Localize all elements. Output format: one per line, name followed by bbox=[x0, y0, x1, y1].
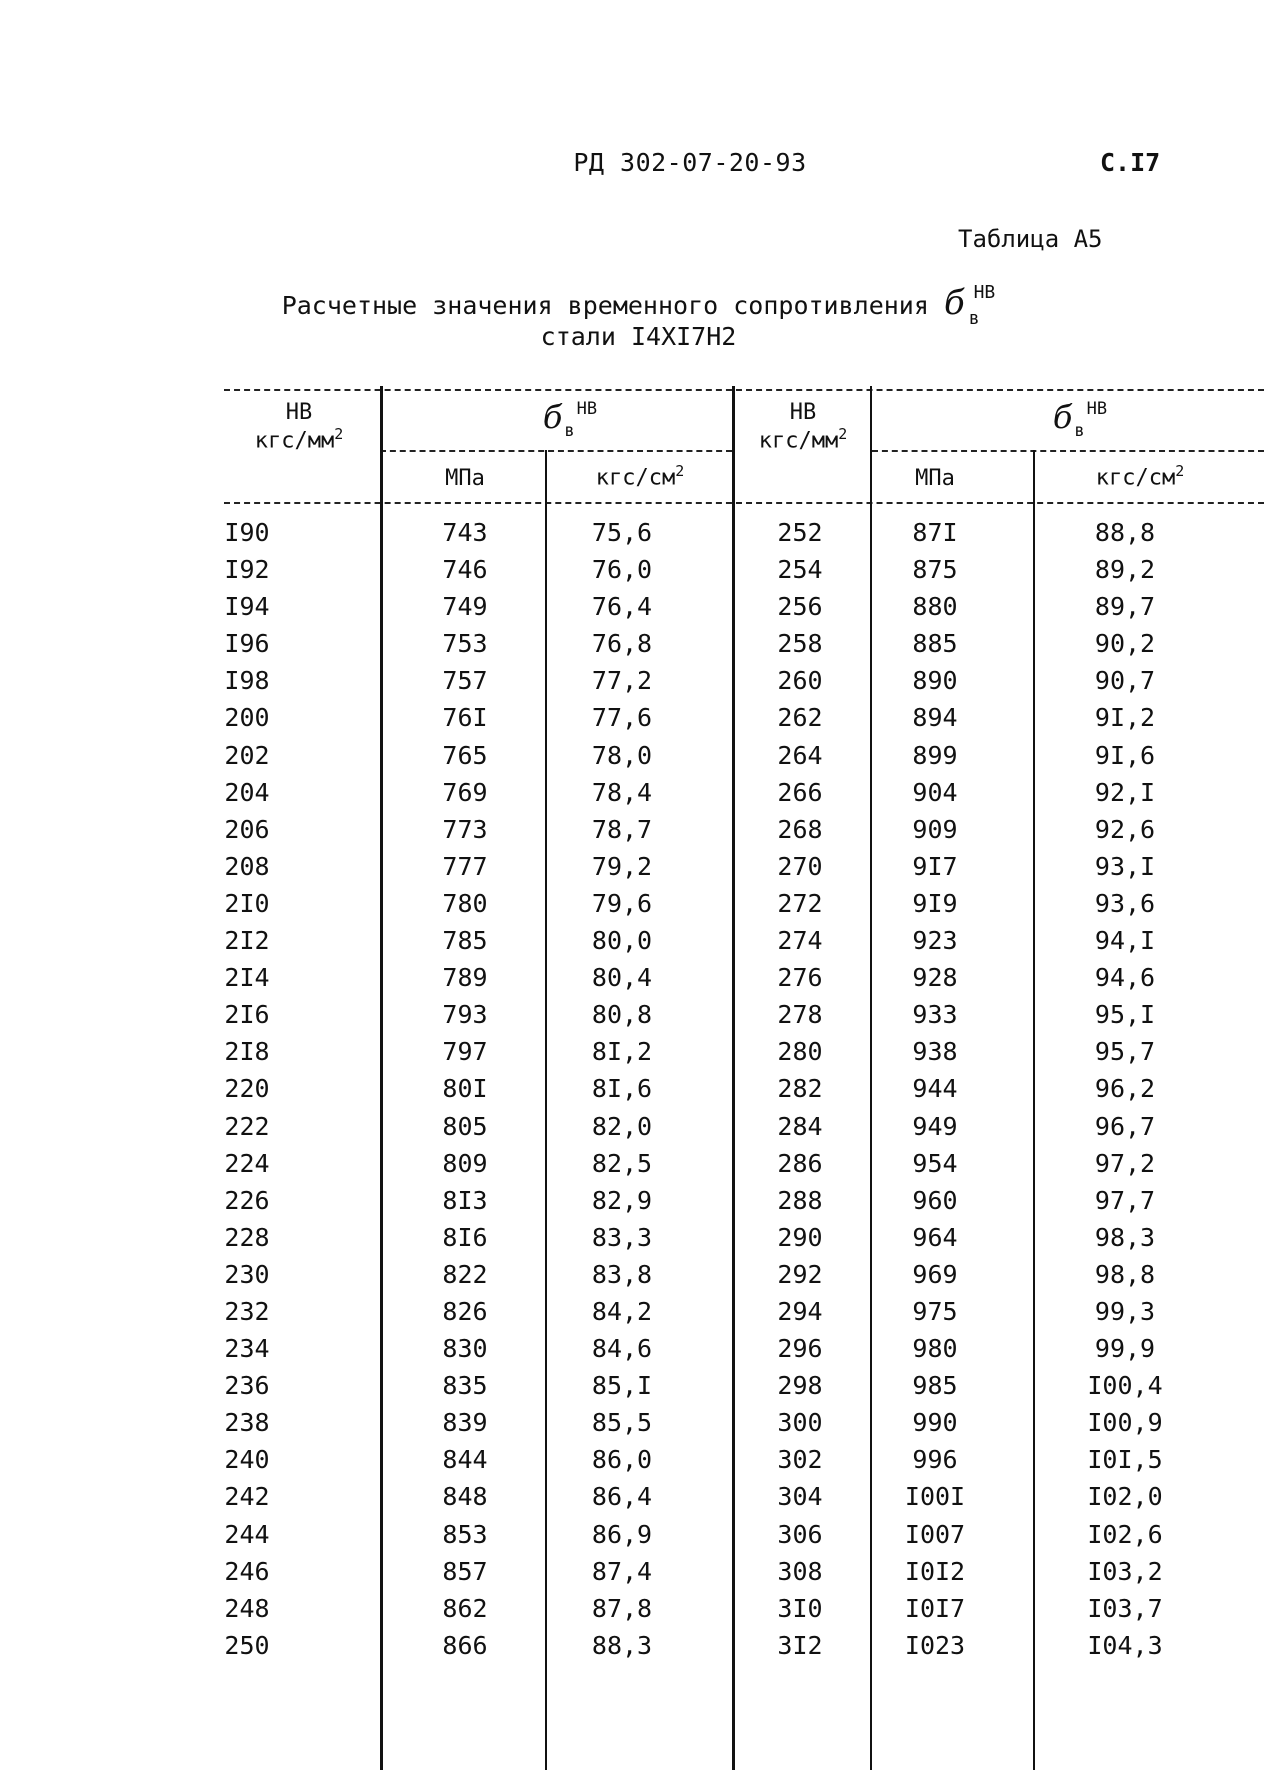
table-row bbox=[0, 1074, 1277, 1111]
hb-value: 3I2 bbox=[777, 1630, 823, 1660]
hb-value: 258 bbox=[777, 629, 823, 659]
mpa-header-left: МПа bbox=[445, 466, 485, 491]
mpa-value: 805 bbox=[442, 1111, 488, 1141]
table-row bbox=[0, 1482, 1277, 1519]
mpa-value: 765 bbox=[442, 740, 488, 770]
hb-value: 284 bbox=[777, 1111, 823, 1141]
kgf-value: 82,9 bbox=[591, 1185, 653, 1215]
mpa-value: 990 bbox=[912, 1408, 958, 1438]
hb-value: 294 bbox=[777, 1296, 823, 1326]
hb-value: 298 bbox=[777, 1371, 823, 1401]
mpa-value: 975 bbox=[912, 1296, 958, 1326]
table-row bbox=[0, 1371, 1277, 1408]
mpa-value: 933 bbox=[912, 1000, 958, 1030]
hb-value: I96 bbox=[224, 629, 270, 659]
hb-value: I92 bbox=[224, 555, 270, 585]
mpa-value: 8I3 bbox=[442, 1185, 488, 1215]
hb-value: 276 bbox=[777, 963, 823, 993]
document-code: РД 302-07-20-93 bbox=[573, 148, 807, 177]
kgf-value: I04,3 bbox=[1087, 1630, 1163, 1660]
mpa-value: 743 bbox=[442, 518, 488, 547]
kgf-value: 78,4 bbox=[591, 777, 653, 807]
mpa-value: 839 bbox=[442, 1408, 488, 1438]
table-row bbox=[0, 1408, 1277, 1445]
kgf-value: 80,4 bbox=[591, 963, 653, 993]
kgf-value: 8I,2 bbox=[591, 1037, 653, 1067]
table-row bbox=[0, 963, 1277, 1000]
hb-value: 222 bbox=[224, 1111, 270, 1141]
mpa-value: 954 bbox=[912, 1148, 958, 1178]
table-row bbox=[0, 1037, 1277, 1074]
hb-value: 242 bbox=[224, 1482, 270, 1512]
table-row bbox=[0, 703, 1277, 740]
hb-value: 244 bbox=[224, 1519, 270, 1549]
mpa-value: 899 bbox=[912, 740, 958, 770]
kgf-value: 87,4 bbox=[591, 1556, 653, 1586]
kgf-value: 76,0 bbox=[591, 555, 653, 585]
kgf-value: 93,I bbox=[1094, 851, 1156, 881]
table-row bbox=[0, 629, 1277, 666]
table-row bbox=[0, 1149, 1277, 1186]
mpa-value: 780 bbox=[442, 888, 488, 918]
mpa-value: 866 bbox=[442, 1630, 488, 1660]
mpa-value: 890 bbox=[912, 666, 958, 696]
hb-value: 224 bbox=[224, 1148, 270, 1178]
sigma-symbol: б bbox=[943, 283, 965, 323]
hb-value: 230 bbox=[224, 1259, 270, 1289]
kgf-value: 8I,6 bbox=[591, 1074, 653, 1104]
table-row bbox=[0, 1186, 1277, 1223]
hb-value: 272 bbox=[777, 888, 823, 918]
mpa-value: 830 bbox=[442, 1334, 488, 1364]
mpa-value: 785 bbox=[442, 926, 488, 956]
page-number: С.I7 bbox=[1100, 148, 1161, 177]
hb-value: 270 bbox=[777, 851, 823, 881]
hb-value: 246 bbox=[224, 1556, 270, 1586]
hb-value: 254 bbox=[777, 555, 823, 585]
hb-value: 206 bbox=[224, 814, 270, 844]
kgf-value: 88,8 bbox=[1094, 518, 1156, 547]
kgf-value: 80,8 bbox=[591, 1000, 653, 1030]
hb-value: 290 bbox=[777, 1222, 823, 1252]
table-row bbox=[0, 518, 1277, 555]
kgf-value: 96,7 bbox=[1094, 1111, 1156, 1141]
mpa-value: 749 bbox=[442, 592, 488, 622]
mpa-value: 980 bbox=[912, 1334, 958, 1364]
kgf-value: 82,0 bbox=[591, 1111, 653, 1141]
hb-value: 240 bbox=[224, 1445, 270, 1475]
kgf-value: 76,8 bbox=[591, 629, 653, 659]
mpa-value: I007 bbox=[904, 1519, 966, 1549]
kgf-value: 79,6 bbox=[591, 888, 653, 918]
hb-value: 226 bbox=[224, 1185, 270, 1215]
mpa-value: 949 bbox=[912, 1111, 958, 1141]
kgf-value: 96,2 bbox=[1094, 1074, 1156, 1104]
table-row bbox=[0, 815, 1277, 852]
hb-value: 252 bbox=[777, 518, 823, 547]
kgf-value: 79,2 bbox=[591, 851, 653, 881]
mpa-value: 969 bbox=[912, 1259, 958, 1289]
table-row bbox=[0, 778, 1277, 815]
mpa-header-right: МПа bbox=[915, 466, 955, 491]
kgf-value: I03,7 bbox=[1087, 1593, 1163, 1623]
hb-value: 278 bbox=[777, 1000, 823, 1030]
hb-value: 2I4 bbox=[224, 963, 270, 993]
kgf-value: 80,0 bbox=[591, 926, 653, 956]
kgf-value: 77,2 bbox=[591, 666, 653, 696]
mpa-value: 822 bbox=[442, 1259, 488, 1289]
hb-value: 232 bbox=[224, 1296, 270, 1326]
mpa-value: 757 bbox=[442, 666, 488, 696]
hb-value: 280 bbox=[777, 1037, 823, 1067]
kgf-value: 86,4 bbox=[591, 1482, 653, 1512]
header-divider-left bbox=[380, 450, 732, 452]
hb-value: 282 bbox=[777, 1074, 823, 1104]
kgf-value: 88,3 bbox=[591, 1630, 653, 1660]
mpa-value: 985 bbox=[912, 1371, 958, 1401]
header-divider-right bbox=[872, 450, 1264, 452]
table-row bbox=[0, 555, 1277, 592]
mpa-value: 923 bbox=[912, 926, 958, 956]
table-body bbox=[0, 518, 1277, 1668]
kgf-value: 83,8 bbox=[591, 1259, 653, 1289]
mpa-value: 753 bbox=[442, 629, 488, 659]
kgf-value: 95,I bbox=[1094, 1000, 1156, 1030]
mpa-value: 862 bbox=[442, 1593, 488, 1623]
table-row bbox=[0, 1112, 1277, 1149]
kgf-value: 84,6 bbox=[591, 1334, 653, 1364]
hb-value: 220 bbox=[224, 1074, 270, 1104]
hb-value: 264 bbox=[777, 740, 823, 770]
mpa-value: 8I6 bbox=[442, 1222, 488, 1252]
table-row bbox=[0, 926, 1277, 963]
mpa-value: 938 bbox=[912, 1037, 958, 1067]
mpa-value: 9I9 bbox=[912, 888, 958, 918]
kgf-value: 77,6 bbox=[591, 703, 653, 733]
hb-value: 288 bbox=[777, 1185, 823, 1215]
table-row bbox=[0, 1445, 1277, 1482]
table-caption bbox=[0, 282, 1277, 329]
kgf-value: 97,7 bbox=[1094, 1185, 1156, 1215]
kgf-value: 90,2 bbox=[1094, 629, 1156, 659]
kgf-value: 85,5 bbox=[591, 1408, 653, 1438]
kgf-value: 99,9 bbox=[1094, 1334, 1156, 1364]
mpa-value: 80I bbox=[442, 1074, 488, 1104]
table-row bbox=[0, 1594, 1277, 1631]
hb-value: 234 bbox=[224, 1334, 270, 1364]
table-row bbox=[0, 1223, 1277, 1260]
hb-value: 2I0 bbox=[224, 888, 270, 918]
mpa-value: I0I7 bbox=[904, 1593, 966, 1623]
mpa-value: 844 bbox=[442, 1445, 488, 1475]
hb-value: 200 bbox=[224, 703, 270, 733]
kgf-value: 78,0 bbox=[591, 740, 653, 770]
kgf-value: I02,6 bbox=[1087, 1519, 1163, 1549]
mpa-value: 909 bbox=[912, 814, 958, 844]
hb-value: 286 bbox=[777, 1148, 823, 1178]
mpa-value: 826 bbox=[442, 1296, 488, 1326]
table-row bbox=[0, 1557, 1277, 1594]
hb-value: 238 bbox=[224, 1408, 270, 1438]
kgf-value: 86,0 bbox=[591, 1445, 653, 1475]
sigma-header-right: б $_в^{HB}$ bbox=[1052, 398, 1108, 441]
mpa-value: 746 bbox=[442, 555, 488, 585]
hb-value: 268 bbox=[777, 814, 823, 844]
kgf-value: 9I,2 bbox=[1094, 703, 1156, 733]
kgf-value: 82,5 bbox=[591, 1148, 653, 1178]
kgf-header-right: кгс/$см^2$ bbox=[1095, 462, 1185, 491]
table-label: Таблица А5 bbox=[958, 225, 1103, 253]
mpa-value: 809 bbox=[442, 1148, 488, 1178]
table-row bbox=[0, 1260, 1277, 1297]
hb-value: 208 bbox=[224, 851, 270, 881]
table-row bbox=[0, 592, 1277, 629]
mpa-value: 894 bbox=[912, 703, 958, 733]
sigma-header-left: б $_в^{HB}$ bbox=[542, 398, 598, 441]
kgf-value: I03,2 bbox=[1087, 1556, 1163, 1586]
mpa-value: 769 bbox=[442, 777, 488, 807]
mpa-value: 904 bbox=[912, 777, 958, 807]
hb-value: 3I0 bbox=[777, 1593, 823, 1623]
mpa-value: 9I7 bbox=[912, 851, 958, 881]
kgf-value: 78,7 bbox=[591, 814, 653, 844]
kgf-value: 92,6 bbox=[1094, 814, 1156, 844]
kgf-value: 99,3 bbox=[1094, 1296, 1156, 1326]
mpa-value: 875 bbox=[912, 555, 958, 585]
hb-value: 228 bbox=[224, 1222, 270, 1252]
table-row bbox=[0, 1520, 1277, 1557]
hb-value: 2I2 bbox=[224, 926, 270, 956]
table-row bbox=[0, 1631, 1277, 1668]
table-row bbox=[0, 741, 1277, 778]
kgf-value: 9I,6 bbox=[1094, 740, 1156, 770]
mpa-value: I0I2 bbox=[904, 1556, 966, 1586]
hb-value: 296 bbox=[777, 1334, 823, 1364]
kgf-value: 89,7 bbox=[1094, 592, 1156, 622]
hb-value: 262 bbox=[777, 703, 823, 733]
hb-value: 266 bbox=[777, 777, 823, 807]
kgf-value: 94,I bbox=[1094, 926, 1156, 956]
hb-value: 292 bbox=[777, 1259, 823, 1289]
mpa-value: 960 bbox=[912, 1185, 958, 1215]
hb-value: 2I6 bbox=[224, 1000, 270, 1030]
mpa-value: 996 bbox=[912, 1445, 958, 1475]
hb-value: 274 bbox=[777, 926, 823, 956]
mpa-value: 789 bbox=[442, 963, 488, 993]
sigma-subscript: в bbox=[968, 308, 980, 329]
kgf-value: 92,I bbox=[1094, 777, 1156, 807]
hb-value: 300 bbox=[777, 1408, 823, 1438]
kgf-value: 90,7 bbox=[1094, 666, 1156, 696]
caption-text: Расчетные значения временного сопротивления bbox=[281, 291, 929, 320]
mpa-value: 76I bbox=[442, 703, 488, 733]
kgf-value: 93,6 bbox=[1094, 888, 1156, 918]
mpa-value: 848 bbox=[442, 1482, 488, 1512]
kgf-value: 98,3 bbox=[1094, 1222, 1156, 1252]
mpa-value: 853 bbox=[442, 1519, 488, 1549]
hb-value: I94 bbox=[224, 592, 270, 622]
table-row bbox=[0, 852, 1277, 889]
hb-header-left: HB кгс/$мм^2$ bbox=[254, 400, 344, 454]
mpa-value: I023 bbox=[904, 1630, 966, 1660]
hb-value: 306 bbox=[777, 1519, 823, 1549]
hb-value: 248 bbox=[224, 1593, 270, 1623]
hb-value: 256 bbox=[777, 592, 823, 622]
kgf-value: I00,9 bbox=[1087, 1408, 1163, 1438]
mpa-value: 797 bbox=[442, 1037, 488, 1067]
table-row bbox=[0, 666, 1277, 703]
kgf-value: 85,I bbox=[591, 1371, 653, 1401]
hb-value: 236 bbox=[224, 1371, 270, 1401]
mpa-value: 773 bbox=[442, 814, 488, 844]
kgf-header-left: кгс/$см^2$ bbox=[595, 462, 685, 491]
mpa-value: 87I bbox=[912, 518, 958, 547]
kgf-value: 84,2 bbox=[591, 1296, 653, 1326]
hb-value: 304 bbox=[777, 1482, 823, 1512]
kgf-value: 89,2 bbox=[1094, 555, 1156, 585]
mpa-value: 793 bbox=[442, 1000, 488, 1030]
table-row bbox=[0, 1000, 1277, 1037]
mpa-value: 944 bbox=[912, 1074, 958, 1104]
kgf-value: 87,8 bbox=[591, 1593, 653, 1623]
hb-value: 204 bbox=[224, 777, 270, 807]
hb-value: 202 bbox=[224, 740, 270, 770]
kgf-value: 94,6 bbox=[1094, 963, 1156, 993]
kgf-value: 75,6 bbox=[591, 518, 653, 547]
table-row bbox=[0, 889, 1277, 926]
kgf-value: 76,4 bbox=[591, 592, 653, 622]
hb-value: 2I8 bbox=[224, 1037, 270, 1067]
kgf-value: 86,9 bbox=[591, 1519, 653, 1549]
table-row bbox=[0, 1334, 1277, 1371]
kgf-value: I00,4 bbox=[1087, 1371, 1163, 1401]
mpa-value: 928 bbox=[912, 963, 958, 993]
hb-value: I90 bbox=[224, 518, 270, 547]
hb-value: 302 bbox=[777, 1445, 823, 1475]
kgf-value: 83,3 bbox=[591, 1222, 653, 1252]
mpa-value: 857 bbox=[442, 1556, 488, 1586]
kgf-value: 97,2 bbox=[1094, 1148, 1156, 1178]
kgf-value: 95,7 bbox=[1094, 1037, 1156, 1067]
hb-value: 260 bbox=[777, 666, 823, 696]
hb-value: I98 bbox=[224, 666, 270, 696]
mpa-value: 835 bbox=[442, 1371, 488, 1401]
mpa-value: 880 bbox=[912, 592, 958, 622]
table-row bbox=[0, 1297, 1277, 1334]
hb-value: 308 bbox=[777, 1556, 823, 1586]
mpa-value: 885 bbox=[912, 629, 958, 659]
mpa-value: I00I bbox=[904, 1482, 966, 1512]
hb-value: 250 bbox=[224, 1630, 270, 1660]
hb-header-right: HB кгс/$мм^2$ bbox=[758, 400, 848, 454]
mpa-value: 964 bbox=[912, 1222, 958, 1252]
kgf-value: 98,8 bbox=[1094, 1259, 1156, 1289]
caption-steel-grade: стали I4XI7H2 bbox=[540, 322, 737, 351]
mpa-value: 777 bbox=[442, 851, 488, 881]
kgf-value: I02,0 bbox=[1087, 1482, 1163, 1512]
kgf-value: I0I,5 bbox=[1087, 1445, 1163, 1475]
sigma-superscript: HB bbox=[973, 282, 996, 303]
